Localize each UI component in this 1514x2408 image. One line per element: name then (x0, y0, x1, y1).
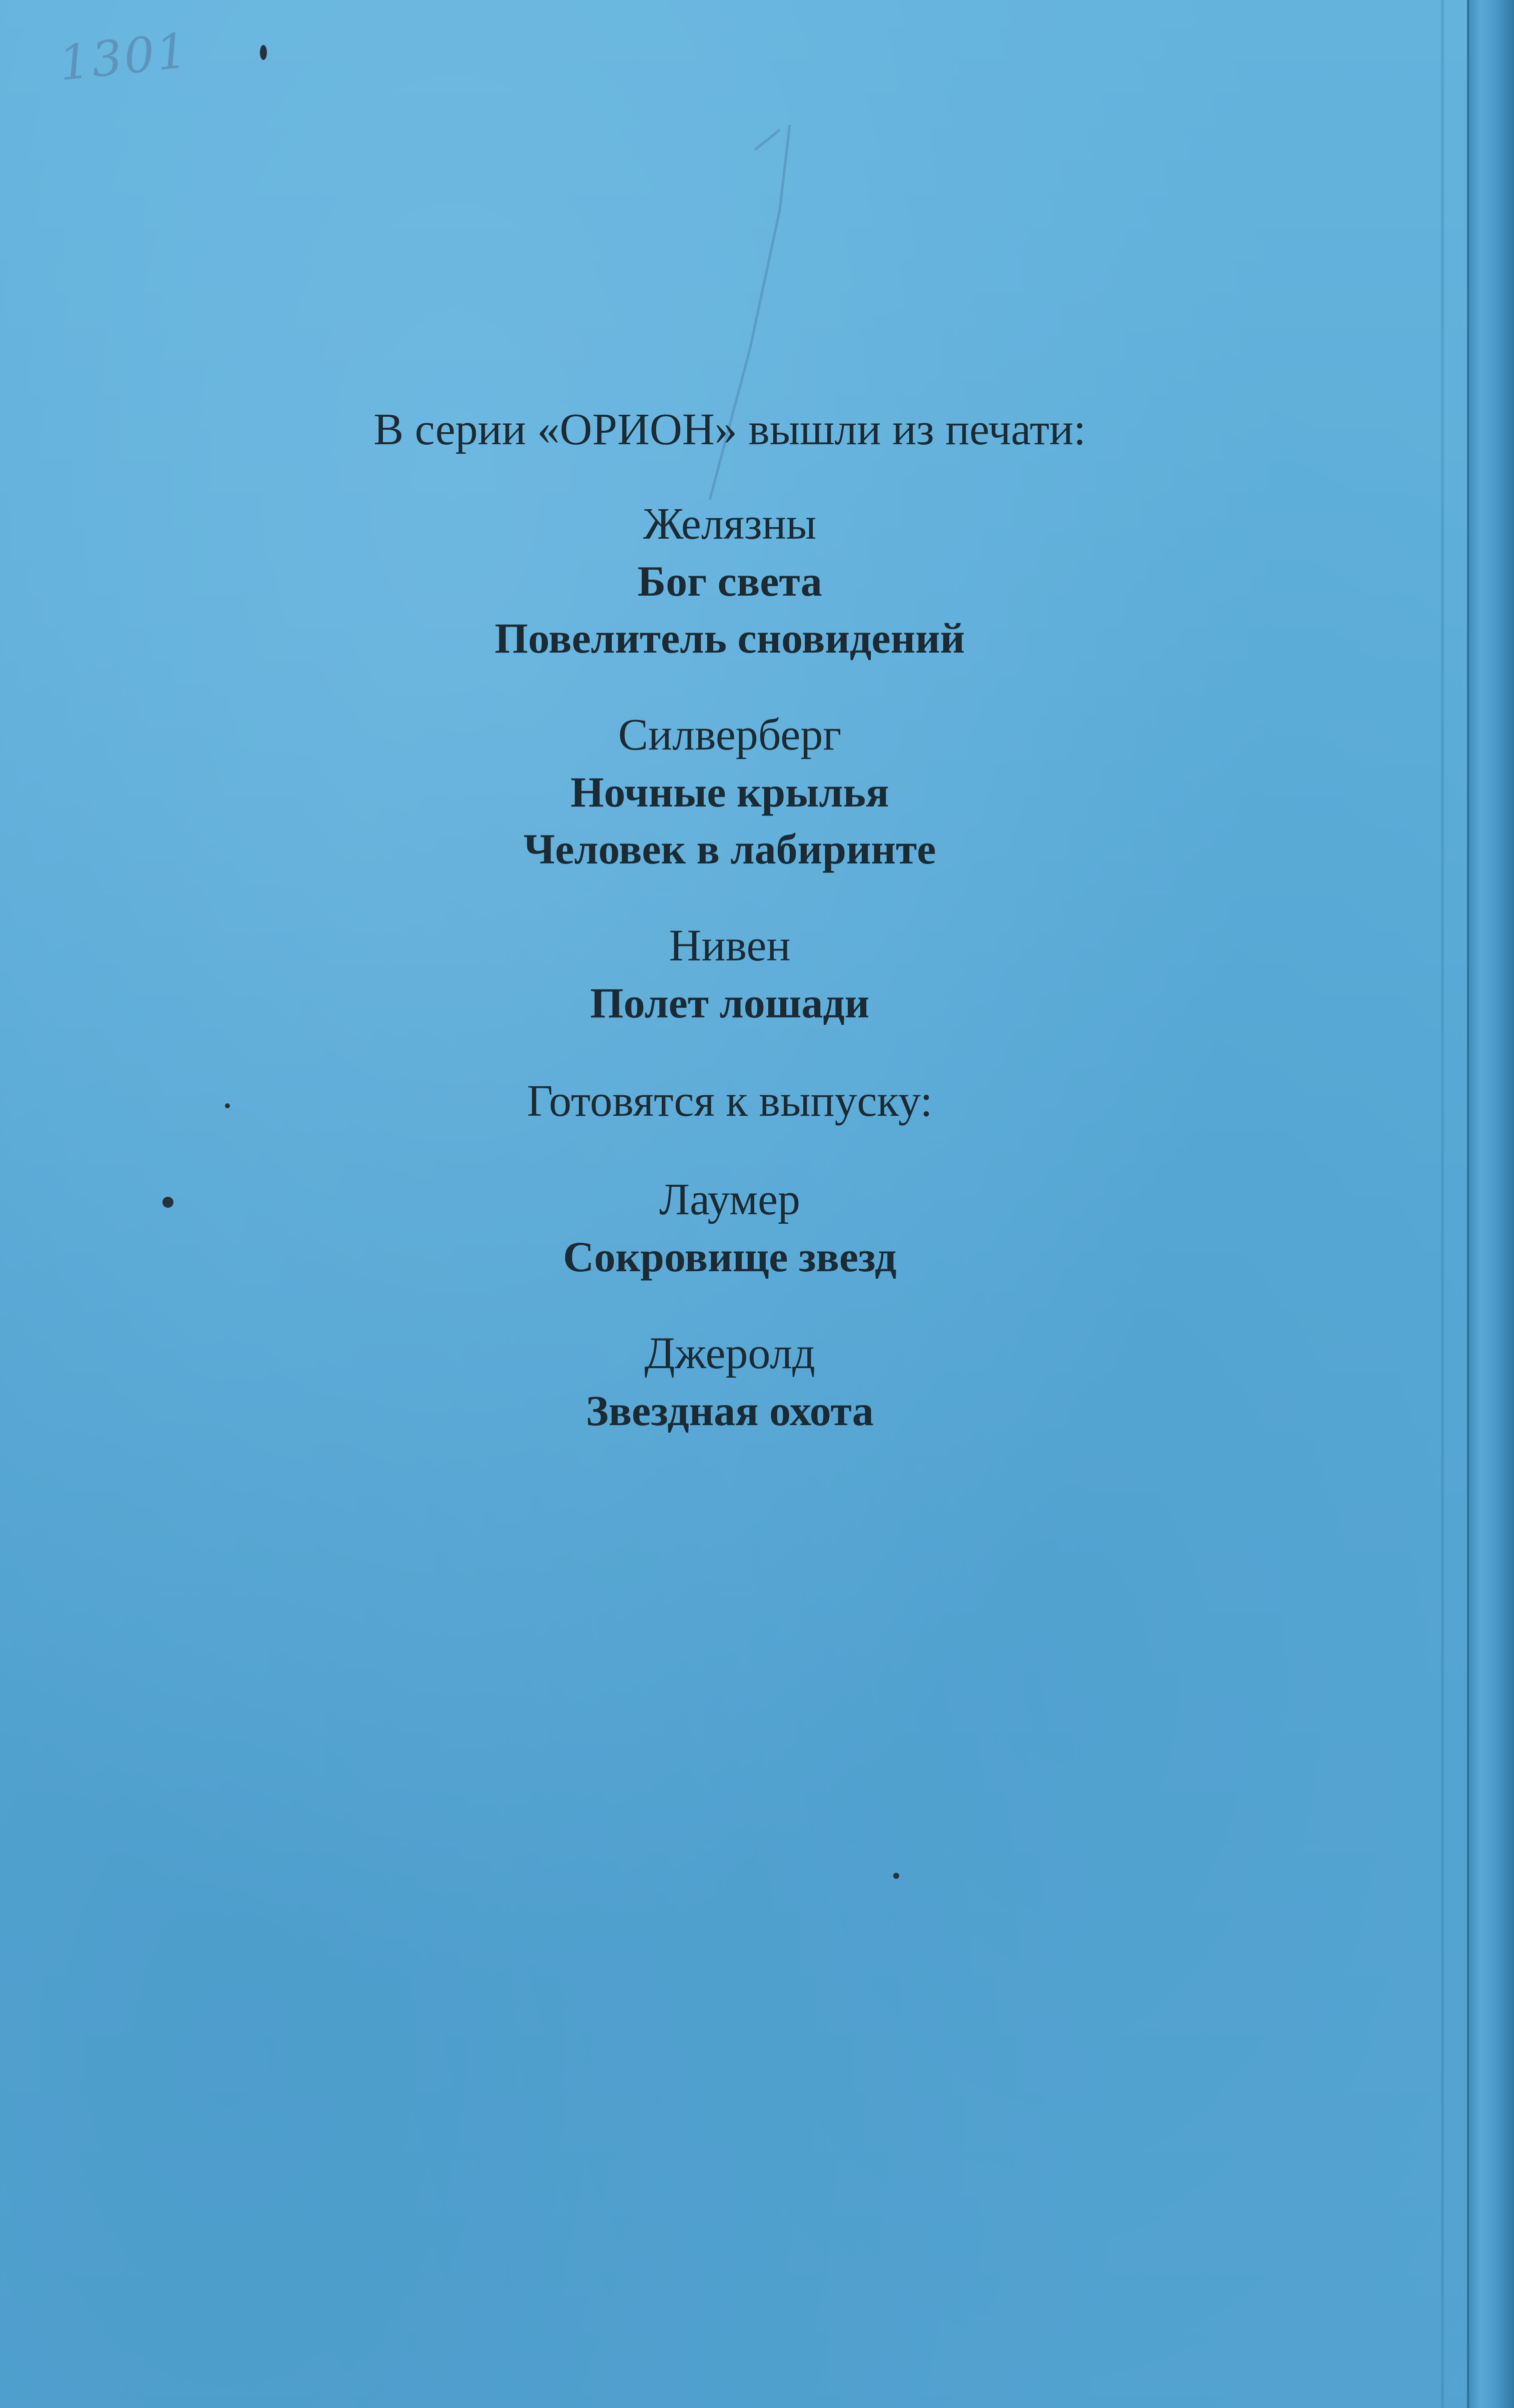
author-name: Лаумер (659, 1175, 801, 1224)
handwritten-note: 1301 (56, 22, 192, 92)
book-title: Сокровище звезд (563, 1233, 897, 1281)
author-name: Джеролд (644, 1329, 815, 1378)
book-title: Повелитель сновидений (494, 614, 965, 662)
author-group (0, 917, 1460, 1031)
author-group (0, 1325, 1460, 1439)
author-name: Желязны (643, 499, 817, 549)
series-list (0, 400, 1460, 1479)
book-title: Человек в лабиринте (523, 825, 936, 873)
ink-speck (893, 1873, 899, 1879)
book-title: Звездная охота (586, 1387, 874, 1435)
author-group (0, 707, 1460, 877)
book-title: Полет лошади (590, 979, 870, 1027)
series-intro: В серии «ОРИОН» вышли из печати: (373, 405, 1086, 454)
author-name: Силверберг (618, 710, 842, 760)
author-name: Нивен (669, 921, 791, 970)
author-group (0, 1171, 1460, 1285)
upcoming-heading: Готовятся к выпуску: (527, 1076, 933, 1126)
ink-speck (260, 45, 267, 60)
book-title: Ночные крылья (570, 768, 889, 816)
book-title: Бог света (637, 557, 822, 605)
author-group (0, 496, 1460, 667)
